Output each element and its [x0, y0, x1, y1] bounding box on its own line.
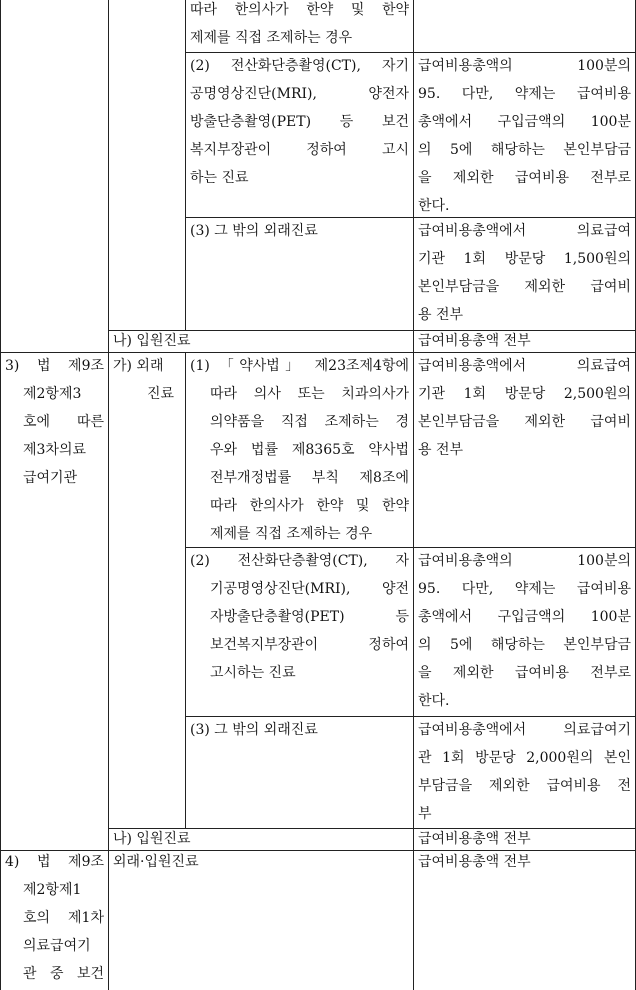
- cell-ct-mri-pet-service-2: [186, 547, 413, 687]
- text-line: 제2항제3: [23, 386, 82, 402]
- text-line: 기관 1회 방문당 1,500원의: [418, 251, 631, 267]
- cell-other-outpatient-service-2: [186, 716, 413, 744]
- text-line: 호의 제1차: [23, 910, 104, 926]
- text-line: 급여비용총액의 100분의: [418, 553, 631, 569]
- text-line: 급여비용총액에서 의료급여: [418, 358, 631, 374]
- text-line: (2) 전산화단층촬영(CT), 자기: [190, 58, 409, 74]
- text-line: 자방출단층촬영(PET) 등: [210, 609, 409, 625]
- text-line: 공명영상진단(MRI), 양전자: [190, 86, 409, 102]
- text-line: 외래·입원진료: [113, 854, 199, 870]
- text-line: 급여비용총액의 100분의: [418, 58, 631, 74]
- text-line: 제제를 직접 조제하는 경우: [190, 30, 353, 46]
- text-line: 급여비용총액에서 의료급여: [418, 223, 631, 239]
- text-line: 을 제외한 급여비용 전부로: [418, 170, 631, 186]
- cell-inpatient-cost: [414, 327, 635, 355]
- cell-other-outpatient-cost-2: [414, 716, 635, 828]
- text-line: 본인부담금을 제외한 급여비: [418, 414, 631, 430]
- cell-tertiary-institution: [1, 352, 108, 492]
- text-line: 한다.: [418, 693, 450, 709]
- text-line: 의 5에 해당하는 본인부담금: [418, 637, 631, 653]
- text-line: 의약품을 직접 조제하는 경: [210, 414, 409, 430]
- text-line: 보건복지부장관이 정하여: [210, 637, 409, 653]
- text-line: 기관 1회 방문당 2,500원의: [418, 386, 631, 402]
- text-line: (2) 전산화단층촬영(CT), 자: [190, 553, 409, 569]
- cell-ct-mri-pet-service: [186, 52, 413, 192]
- cell-outpatient-inpatient-label: [109, 848, 413, 876]
- text-line: 부담금을 제외한 급여비용 전: [418, 778, 631, 794]
- cell-outpatient-label: [109, 352, 185, 408]
- cell-outpatient-inpatient-cost: [414, 848, 635, 876]
- text-line: 급여비용총액 전부: [418, 854, 531, 870]
- text-line: 따라 한의사가 한약 및 한약: [210, 498, 409, 514]
- cell-other-outpatient-service: [186, 217, 413, 245]
- text-line: 전부개정법률 부칙 제8조에: [210, 470, 409, 486]
- text-line: 관 중 보건: [23, 966, 104, 982]
- text-line: (1) 「약사법」 제23조제4항에: [190, 358, 409, 374]
- text-line: 4) 법 제9조: [5, 854, 104, 870]
- text-line: 제제를 직접 조제하는 경우: [210, 526, 373, 542]
- text-line: 급여기관: [23, 470, 78, 486]
- text-line: (3) 그 밖의 외래진료: [190, 722, 318, 738]
- text-line: 호에 따른: [23, 414, 104, 430]
- text-line: 하는 진료: [190, 170, 249, 186]
- text-line: 우와 법률 제8365호 약사법: [210, 442, 409, 458]
- text-line: 용 전부: [418, 442, 464, 458]
- cell-ct-mri-pet-cost: [414, 52, 635, 220]
- text-line: 따라 한의사가 한약 및 한약: [190, 2, 409, 18]
- text-line: 진료: [147, 386, 175, 402]
- text-line: 본인부담금을 제외한 급여비: [418, 279, 631, 295]
- cell-ct-mri-pet-cost-2: [414, 547, 635, 715]
- cell-inpatient-label: [109, 327, 413, 355]
- text-line: 제2항제1: [23, 882, 82, 898]
- text-line: 나) 입원진료: [113, 831, 191, 847]
- text-line: 총액에서 구입금액의 100분: [418, 609, 631, 625]
- text-line: 95. 다만, 약제는 급여비용: [418, 581, 631, 597]
- text-line: 3) 법 제9조: [5, 358, 104, 374]
- text-line: 나) 입원진료: [113, 333, 191, 349]
- text-line: 관 1회 방문당 2,000원의 본인: [418, 750, 631, 766]
- text-line: (3) 그 밖의 외래진료: [190, 223, 318, 239]
- text-line: 고시하는 진료: [210, 665, 296, 681]
- text-line: 급여비용총액 전부: [418, 831, 531, 847]
- text-line: 복지부장관이 정하여 고시: [190, 142, 409, 158]
- cell-pharmacy-service: [186, 352, 413, 548]
- text-line: 의 5에 해당하는 본인부담금: [418, 142, 631, 158]
- cell-pharmacy-cost: [414, 352, 635, 464]
- text-line: 총액에서 구입금액의 100분: [418, 114, 631, 130]
- text-line: 방출단층촬영(PET) 등 보건: [190, 114, 409, 130]
- table-border-left: [0, 0, 1, 990]
- text-line: 가) 외래: [113, 358, 164, 374]
- text-line: 기공명영상진단(MRI), 양전: [210, 581, 409, 597]
- text-line: 한다.: [418, 198, 450, 214]
- text-line: 급여비용총액 전부: [418, 333, 531, 349]
- text-line: 부: [418, 806, 432, 822]
- text-line: 을 제외한 급여비용 전부로: [418, 665, 631, 681]
- cell-other-outpatient-cost: [414, 217, 635, 329]
- text-line: 용 전부: [418, 307, 464, 323]
- cell-pharmacy-continued: [186, 0, 413, 52]
- cell-primary-institution: [1, 848, 108, 988]
- text-line: 제3차의료: [23, 442, 87, 458]
- text-line: 따라 의사 또는 치과의사가: [210, 386, 409, 402]
- text-line: 95. 다만, 약제는 급여비용: [418, 86, 631, 102]
- text-line: 의료급여기: [23, 938, 91, 954]
- text-line: 급여비용총액에서 의료급여기: [418, 722, 631, 738]
